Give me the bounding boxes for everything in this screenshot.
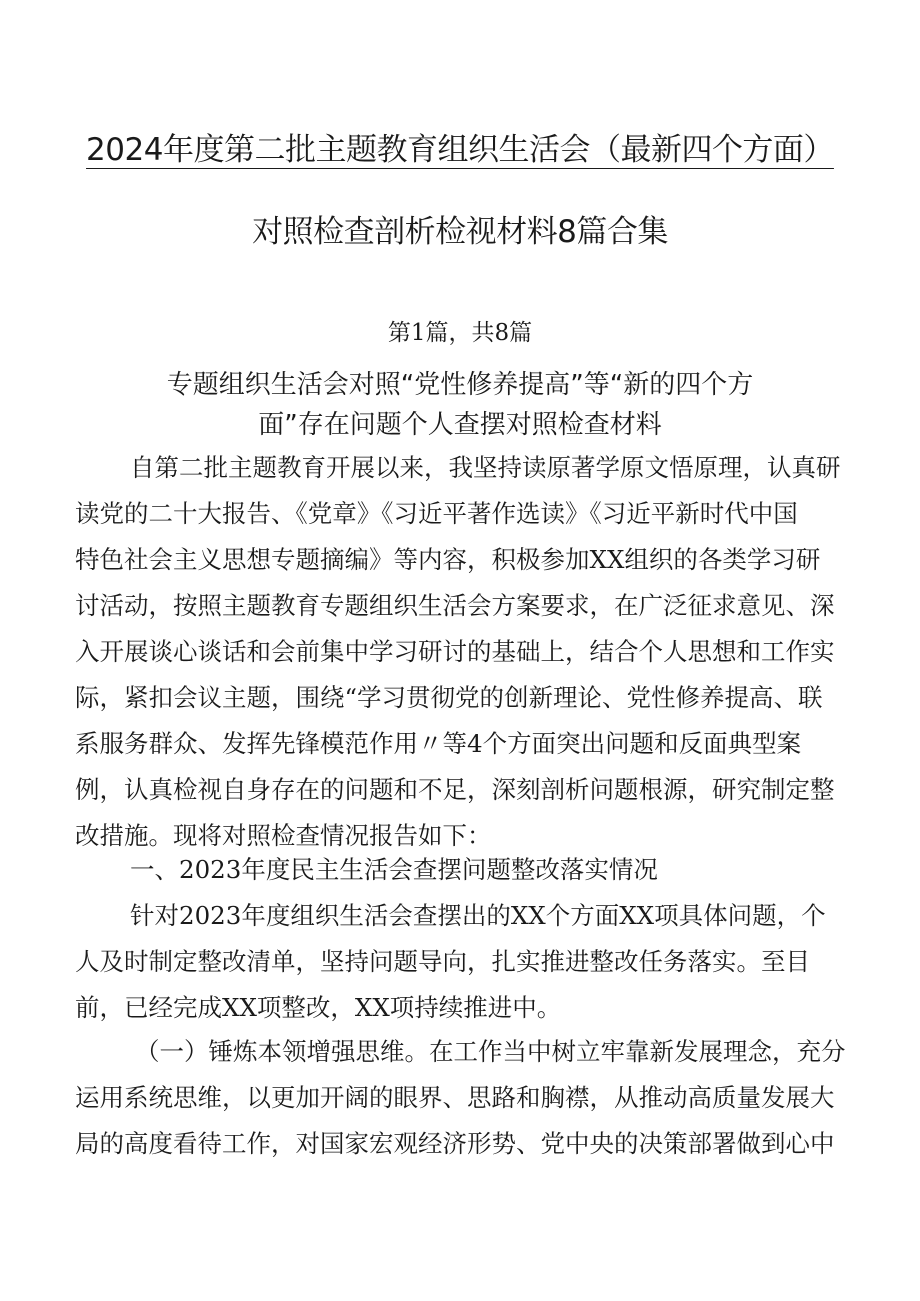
body-text-line: 人及时制定整改清单，坚持问题导向，扎实推进整改任务落实。至目 [75, 947, 810, 976]
body-text-line: 针对2023年度组织生活会查摆出的XX个方面XX项具体问题，个 [130, 901, 826, 930]
body-text-line: 特色社会主义思想专题摘编》等内容，积极参加XX组织的各类学习研 [75, 545, 821, 574]
body-text-line: 前，已经完成XX项整改，XX项持续推进中。 [75, 993, 562, 1022]
body-text-line: 运用系统思维，以更加开阔的眼界、思路和胸襟，从推动高质量发展大 [75, 1083, 835, 1112]
body-text-line: 局的高度看待工作，对国家宏观经济形势、党中央的决策部署做到心中 [75, 1129, 835, 1158]
body-text-line: （一）锤炼本领增强思维。在工作当中树立牢靠新发展理念，充分 [135, 1037, 846, 1066]
body-text-line: 自第二批主题教育开展以来，我坚持读原著学原文悟原理，认真研 [130, 453, 841, 482]
body-text-line: 系服务群众、发挥先锋模范作用〃等4个方面突出问题和反面典型案 [75, 729, 802, 758]
body-text-line: 际，紧扣会议主题，围绕“学习贯彻党的创新理论、党性修养提高、联 [75, 683, 823, 712]
body-text-line: 例，认真检视自身存在的问题和不足，深刻剖析问题根源，研究制定整 [75, 775, 835, 804]
document-title-line-2: 对照检查剖析检视材料8篇合集 [252, 214, 668, 250]
body-text-line: 改措施。现将对照检查情况报告如下： [75, 821, 492, 850]
body-text-line: 入开展谈心谈话和会前集中学习研讨的基础上，结合个人思想和工作实 [75, 637, 835, 666]
section-title-line-2: 面”存在问题个人查摆对照检查材料 [258, 410, 662, 440]
part-number-label: 第1篇，共8篇 [387, 320, 533, 346]
body-text-line: 读党的二十大报告、《党章》《习近平著作选读》《习近平新时代中国 [75, 499, 798, 528]
body-text-line: 讨活动，按照主题教育专题组织生活会方案要求，在广泛征求意见、深 [75, 591, 835, 620]
section-title-line-1: 专题组织生活会对照“党性修养提高”等“新的四个方 [166, 370, 754, 400]
document-title-line-1: 2024年度第二批主题教育组织生活会（最新四个方面） [86, 132, 834, 168]
section-heading-line: 一、2023年度民主生活会查摆问题整改落实情况 [130, 855, 658, 884]
